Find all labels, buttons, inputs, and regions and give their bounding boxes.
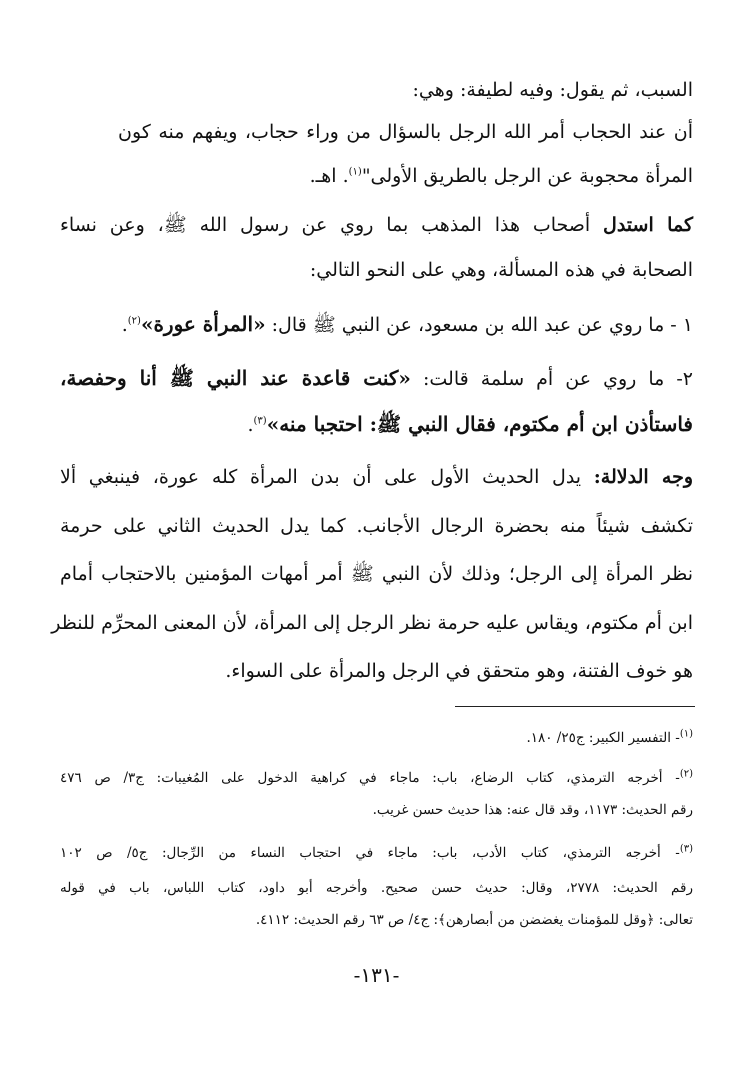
text-line-6 bbox=[122, 310, 693, 339]
text-line-9-rest: يدل الحديث الأول على أن بدن المرأة كله عورة، فينبغي ألا bbox=[60, 466, 582, 488]
footnote-3-text-a: - أخرجه الترمذي، كتاب الأدب، باب: ماجاء في احتجاب النساء من الرِّجال: ج٥/ ص ١٠٢ bbox=[60, 845, 680, 861]
text-line-2: أن عند الحجاب أمر الله الرجل بالسؤال من وراء حجاب، ويفهم منه كون bbox=[118, 121, 693, 143]
text-line-4 bbox=[60, 211, 693, 239]
footnote-2-line-2: رقم الحديث: ١١٧٣، وقد قال عنه: هذا حديث حسن غريب. bbox=[372, 802, 693, 818]
text-line-12: ابن أم مكتوم، ويقاس عليه حرمة نظر الرجل إلى المرأة، لأن المعنى المحرِّم للنظر bbox=[51, 612, 693, 634]
text-line-11: نظر المرأة إلى الرجل؛ وذلك لأن النبي ﷺ أمر أمهات المؤمنين بالاحتجاب أمام bbox=[60, 563, 693, 585]
text-line-7 bbox=[60, 364, 693, 393]
text-line-7-main: ٢- ما روي عن أم سلمة قالت: bbox=[422, 368, 693, 390]
footnote-3-line-3: تعالى: ﴿وقل للمؤمنات يغضضن من أبصارهن﴾: ج٤/ ص ٦٣ رقم الحديث: ٤١١٢. bbox=[255, 912, 693, 928]
footnote-2-line-1 bbox=[60, 768, 693, 788]
heading-wajh-aldalala: وجه الدلالة: bbox=[593, 466, 693, 488]
hadith-quote-2a: «كنت قاعدة عند النبي ﷺ أنا وحفصة، bbox=[60, 366, 411, 390]
keyword-istadal: كما استدل bbox=[603, 214, 693, 236]
footnote-3-marker: (٣) bbox=[679, 843, 693, 855]
text-line-9 bbox=[60, 463, 693, 491]
text-line-5: الصحابة في هذه المسألة، وهي على النحو التالي: bbox=[309, 259, 693, 281]
footnote-ref-3: (٣) bbox=[253, 415, 267, 427]
hadith-quote-1: «المرأة عورة» bbox=[140, 312, 266, 336]
footnote-2-text-a: - أخرجه الترمذي، كتاب الرضاع، باب: ماجاء في كراهية الدخول على المُغيبات: ج٣/ ص ٤٧٦ bbox=[60, 770, 680, 786]
text-line-4-rest: أصحاب هذا المذهب بما روي عن رسول الله ﷺ، وعن نساء bbox=[60, 214, 591, 236]
footnote-1-marker: (١) bbox=[679, 728, 693, 740]
footnote-3-line-2: رقم الحديث: ٢٧٧٨، وقال: حديث حسن صحيح. وأخرجه أبو داود، كتاب اللباس، باب في قوله bbox=[60, 880, 693, 896]
footnote-1-text: - التفسير الكبير: ج٢٥/ ١٨٠. bbox=[526, 730, 680, 746]
text-line-13: هو خوف الفتنة، وهو متحقق في الرجل والمرأة على السواء. bbox=[225, 660, 693, 682]
text-line-1: السبب، ثم يقول: وفيه لطيفة: وهي: bbox=[412, 79, 693, 101]
text-line-3-main: المرأة محجوبة عن الرجل بالطريق الأولى" bbox=[361, 165, 693, 187]
footnote-separator bbox=[455, 706, 695, 707]
text-line-3-tail: . اهـ. bbox=[309, 165, 349, 187]
text-line-6-tail: . bbox=[121, 314, 128, 336]
text-line-6-main: ١ - ما روي عن عبد الله بن مسعود، عن النبي ﷺ قال: bbox=[271, 314, 693, 336]
text-line-8 bbox=[247, 410, 693, 439]
footnote-ref-2: (٢) bbox=[127, 315, 141, 327]
text-line-10: تكشف شيئاً منه بحضرة الرجال الأجانب. كما يدل الحديث الثاني على حرمة bbox=[60, 515, 693, 537]
footnote-1 bbox=[526, 728, 693, 748]
page-number: -١٣١- bbox=[353, 963, 400, 987]
hadith-quote-2b: فاستأذن ابن أم مكتوم، فقال النبي ﷺ: احتجبا منه» bbox=[266, 412, 693, 436]
text-line-8-tail: . bbox=[247, 414, 254, 436]
footnote-2-marker: (٢) bbox=[679, 768, 693, 780]
footnote-3-line-1 bbox=[60, 843, 693, 863]
text-line-3 bbox=[310, 162, 693, 190]
footnote-ref-1: (١) bbox=[348, 166, 362, 178]
